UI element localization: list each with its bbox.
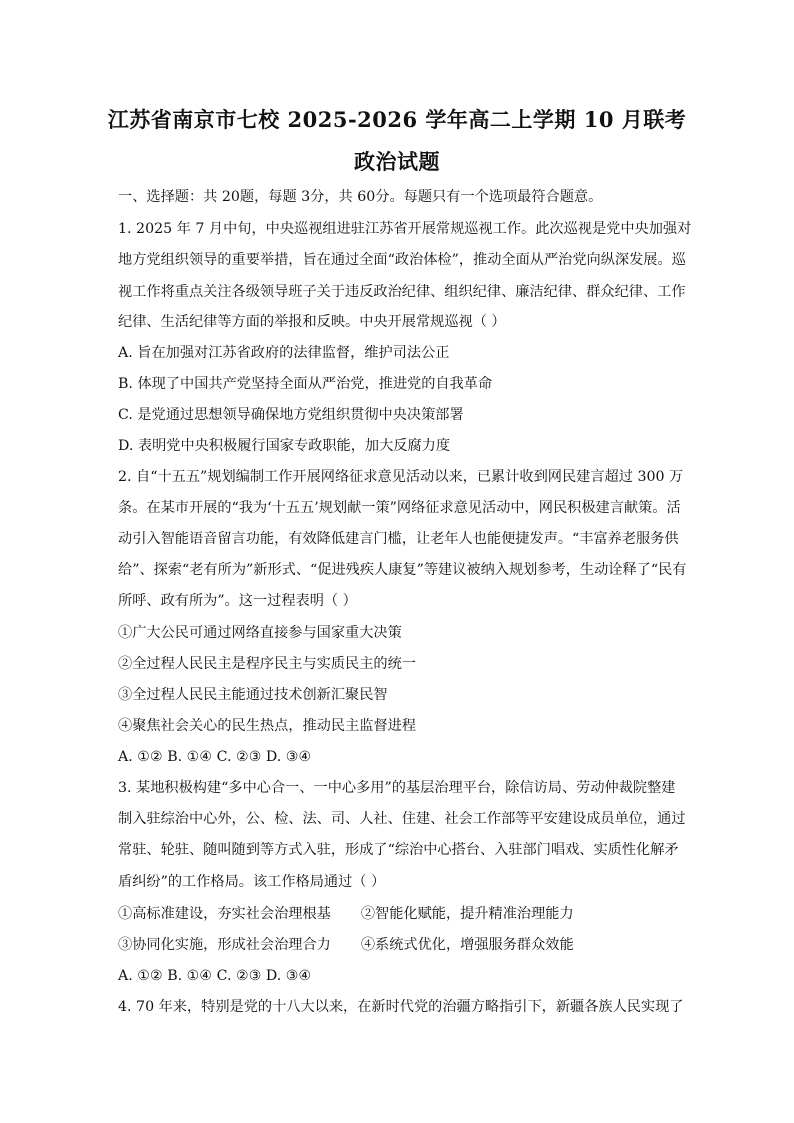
q3-statement-1: ①高标准建设，夯实社会治理根基: [118, 906, 331, 922]
exam-subtitle: 政治试题: [354, 149, 440, 174]
q2-statement-3: ③全过程人民民主能通过技术创新汇聚民智: [118, 687, 388, 703]
q3-stem-line-1: 3. 某地积极构建“多中心合一、一中心多用”的基层治理平台，除信访局、劳动仲裁院整建: [118, 780, 676, 796]
q1-option-d: D. 表明党中央积极履行国家专政职能，加大反腐力度: [118, 438, 451, 454]
q1-stem-line-3: 视工作将重点关注各级领导班子关于违反政治纪律、组织纪律、廉洁纪律、群众纪律、工作: [118, 284, 686, 300]
q3-stem-line-2: 制入驻综治中心外，公、检、法、司、人社、住建、社会工作部等平安建设成员单位，通过: [118, 811, 686, 827]
q2-stem-line-4: 给”、探索“老有所为”新形式、“促进残疾人康复”等建议被纳入规划参考，生动诠释了“民有: [118, 562, 687, 578]
q2-statement-4: ④聚焦社会关心的民生热点，推动民主监督进程: [118, 718, 416, 734]
q2-stem-line-5: 所呼、政有所为”。这一过程表明（ ）: [118, 593, 357, 609]
section-heading: 一、选择题：共 20题，每题 3分，共 60分。每题只有一个选项最符合题意。: [118, 189, 603, 205]
q2-stem-line-3: 动引入智能语音留言功能，有效降低建言门槛，让老年人也能便捷发声。“丰富养老服务供: [118, 531, 679, 547]
q3-answer-choices: A. ①② B. ①④ C. ②③ D. ③④: [118, 968, 312, 984]
q1-stem-line-2: 地方党组织领导的重要举措，旨在通过全面“政治体检”，推动全面从严治党向纵深发展。巡: [118, 252, 686, 268]
q2-answer-choices: A. ①② B. ①④ C. ②③ D. ③④: [118, 749, 312, 765]
q2-statement-1: ①广大公民可通过网络直接参与国家重大决策: [118, 625, 402, 641]
q1-option-a: A. 旨在加强对江苏省政府的法律监督，维护司法公正: [118, 345, 450, 361]
q1-stem-line-4: 纪律、生活纪律等方面的举报和反映。中央开展常规巡视（ ）: [118, 314, 506, 330]
q4-stem-line-1: 4. 70 年来，特别是党的十八大以来，在新时代党的治疆方略指引下，新疆各族人民实现了: [118, 999, 684, 1015]
q3-statement-3: ③协同化实施，形成社会治理合力: [118, 937, 331, 953]
q2-statement-2: ②全过程人民民主是程序民主与实质民主的统一: [118, 656, 416, 672]
exam-title: 江苏省南京市七校 2025-2026 学年高二上学期 10 月联考: [107, 107, 687, 132]
q3-statement-4: ④系统式优化，增强服务群众效能: [360, 937, 574, 953]
q2-stem-line-1: 2. 自“十五五”规划编制工作开展网络征求意见活动以来，已累计收到网民建言超过 300 万: [118, 469, 684, 485]
q3-stem-line-4: 盾纠纷”的工作格局。该工作格局通过（ ）: [118, 874, 386, 890]
q3-statement-row-1: [118, 905, 574, 923]
q3-statement-2: ②智能化赋能，提升精准治理能力: [360, 906, 574, 922]
q3-stem-line-3: 常驻、轮驻、随叫随到等方式入驻，形成了“综治中心搭台、入驻部门唱戏、实质性化解矛: [118, 842, 679, 858]
q1-option-b: B. 体现了中国共产党坚持全面从严治党，推进党的自我革命: [118, 376, 493, 392]
q2-stem-line-2: 条。在某市开展的“我为‘十五五’规划献一策”网络征求意见活动中，网民积极建言献策。活: [118, 500, 681, 516]
q1-stem-line-1: 1. 2025 年 7 月中旬，中央巡视组进驻江苏省开展常规巡视工作。此次巡视是党中央加强对: [118, 221, 692, 237]
q3-statement-row-2: [118, 936, 574, 954]
q1-option-c: C. 是党通过思想领导确保地方党组织贯彻中央决策部署: [118, 407, 464, 423]
